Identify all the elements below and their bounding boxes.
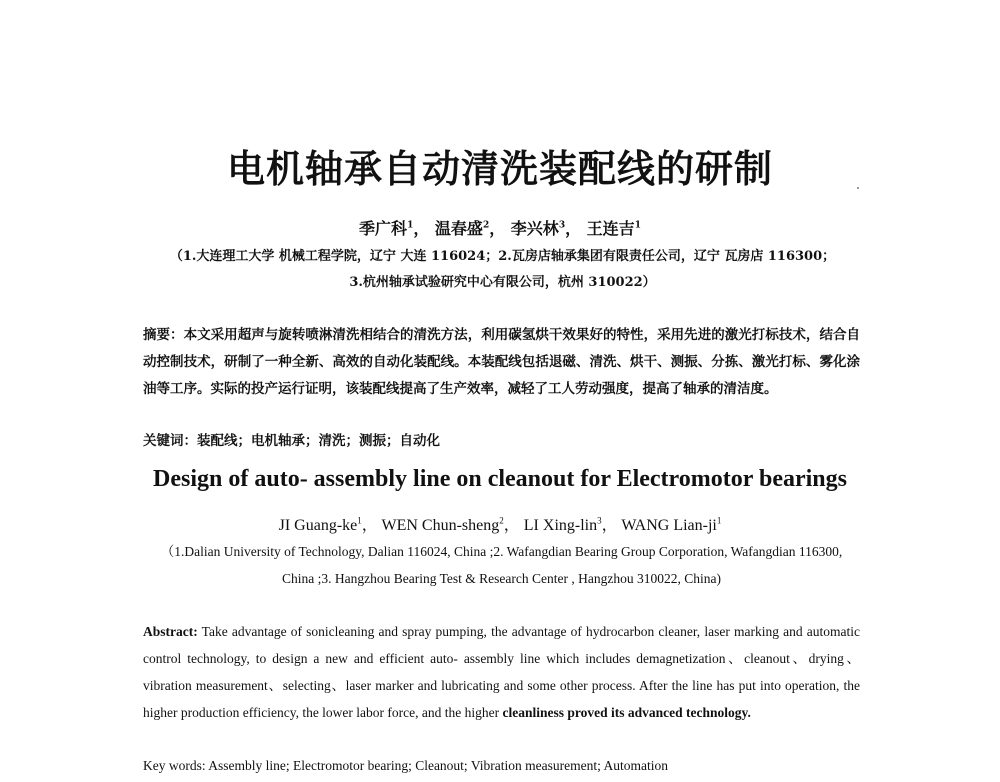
- chinese-keywords-text: 装配线；电机轴承；清洗；测振；自动化: [197, 433, 440, 449]
- scan-speck: [857, 187, 859, 189]
- author-2: 温春盛$^2$，: [434, 219, 506, 238]
- en-author-4: WANG Lian-$ji^1$: [621, 515, 722, 534]
- chinese-affiliation-line-1: （1.大连理工大学 机械工程学院，辽宁 大连 116024；2.瓦房店轴承集团有限责任公司，辽宁 瓦房店 116300；: [169, 249, 836, 264]
- chinese-affiliation-line-2: 3.杭州轴承试验研究中心有限公司，杭州 310022）: [349, 275, 656, 290]
- english-keywords-cut: Key words: Assembly line; Electromotor bearing; Cleanout; Vibration measurement; Automation: [143, 758, 668, 773]
- english-abstract-text: Take advantage of sonicleaning and spray pumping, the advantage of hydrocarbon cleaner, laser marking and automatic control technology, to design a new and efficient auto- assembly line which includes demagnetization、cleanout、drying、vibration measurement、selecting、laser marker and lubricating and some other process. After the line has put into operation, the higher production efficiency, the lower labor force, and the higher: [143, 624, 860, 720]
- english-abstract: [143, 618, 860, 726]
- chinese-author-list: [0, 216, 1000, 239]
- en-author-3: LI Xing-lin$^3$，: [523, 515, 618, 534]
- english-author-list: [0, 512, 1000, 535]
- en-author-2: WEN Chun-sheng$^2$，: [381, 515, 520, 534]
- en-author-1: JI Guang-$ke^1$，: [278, 515, 378, 534]
- english-abstract-label: Abstract:: [143, 624, 198, 639]
- author-1: 季广科$^1$，: [359, 219, 430, 238]
- author-4: 王连吉$^1$: [586, 219, 641, 238]
- english-title: Design of auto- assembly line on cleanout for Electromotor bearings: [153, 466, 847, 492]
- english-abstract-tail: cleanliness proved its advanced technology.: [502, 705, 751, 720]
- author-3: 李兴林$^3$，: [510, 219, 582, 238]
- chinese-abstract-text: 本文采用超声与旋转喷淋清洗相结合的清洗方法，利用碳氢烘干效果好的特性，采用先进的激光打标技术，结合自动控制技术，研制了一种全新、高效的自动化装配线。本装配线包括退磁、清洗、烘干、测振、分拣、激光打标、雾化涂油等工序。实际的投产运行证明，该装配线提高了生产效率，减轻了工人劳动强度，提高了轴承的清洁度。: [143, 327, 861, 397]
- chinese-affiliations: [140, 244, 865, 296]
- chinese-keywords: [143, 429, 860, 453]
- english-affiliations: （1.Dalian University of Technology, Dalian 116024, China ;2. Wafangdian Bearing Group Corporation, Wafangdian 116300, China ;3. Hangzhou Bearing Test & Research Center , Hangzhou 310022, China): [160, 544, 843, 586]
- chinese-keywords-label: 关键词：: [143, 433, 197, 449]
- chinese-abstract: [143, 322, 860, 403]
- chinese-abstract-label: 摘要：: [143, 327, 184, 343]
- chinese-title: 电机轴承自动清洗装配线的研制: [226, 146, 773, 191]
